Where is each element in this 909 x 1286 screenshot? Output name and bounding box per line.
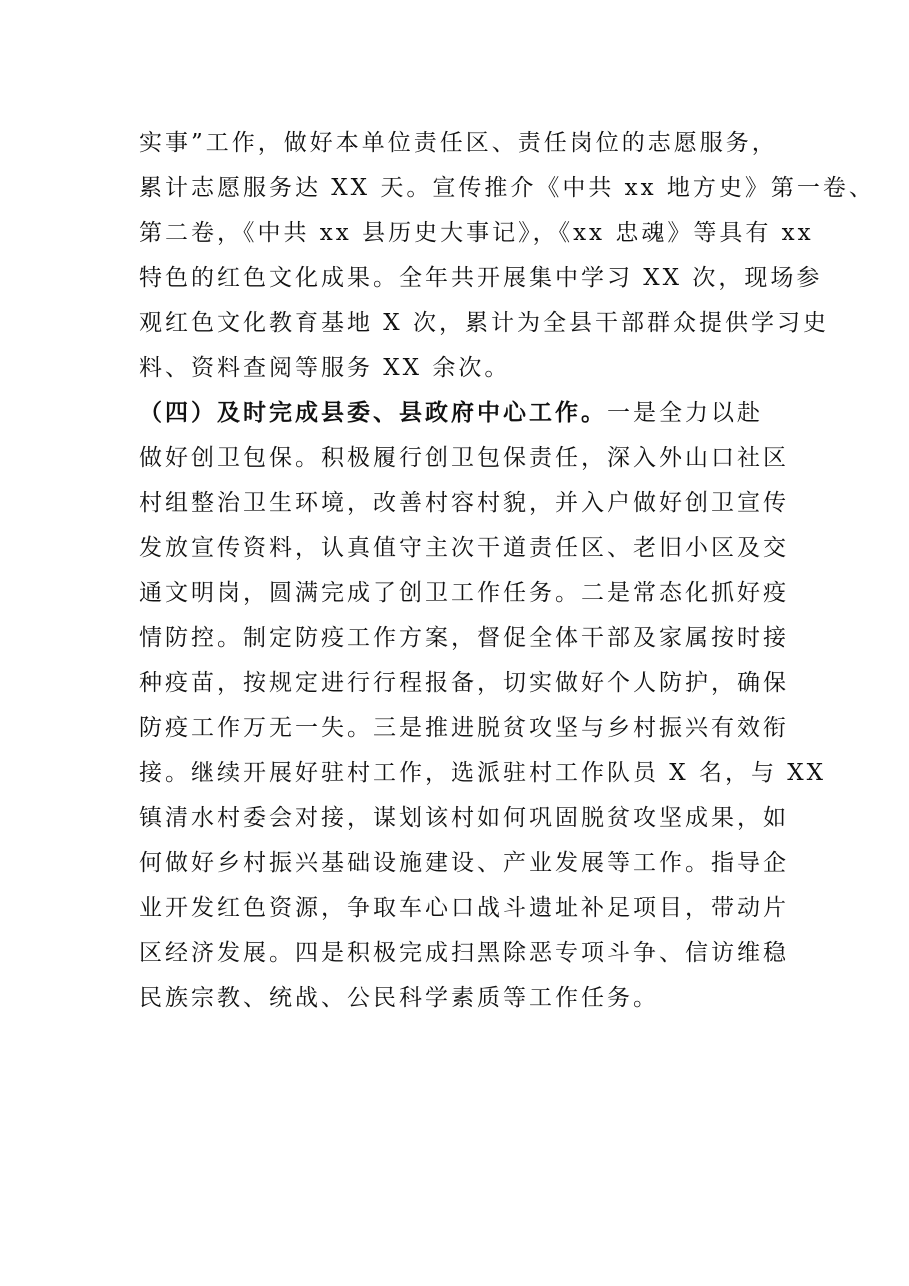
paragraph-line: 料、资料查阅等服务 XX 余次。 (139, 355, 511, 381)
paragraph-line: 何做好乡村振兴基础设施建设、产业发展等工作。指导企 (139, 850, 789, 876)
paragraph-line: 镇清水村委会对接，谋划该村如何巩固脱贫攻坚成果，如 (139, 805, 789, 831)
paragraph-line: 特色的红色文化成果。全年共开展集中学习 XX 次，现场参 (139, 265, 823, 291)
paragraph-line: 接。继续开展好驻村工作，选派驻村工作队员 X 名，与 XX (139, 760, 827, 786)
section-heading: （四）及时完成县委、县政府中心工作。 (139, 399, 607, 426)
section-heading-line (139, 391, 763, 435)
paragraph-line: 情防控。制定防疫工作方案，督促全体干部及家属按时接 (139, 625, 789, 651)
section-heading-continuation: 一是全力以赴 (607, 400, 763, 426)
paragraph-line: 发放宣传资料，认真值守主次干道责任区、老旧小区及交 (139, 535, 789, 561)
paragraph-line: 观红色文化教育基地 X 次，累计为全县干部群众提供学习史 (139, 310, 829, 336)
paragraph-line: 做好创卫包保。积极履行创卫包保责任，深入外山口社区 (139, 445, 789, 471)
paragraph-line: 实事”工作，做好本单位责任区、责任岗位的志愿服务， (139, 130, 778, 156)
paragraph-line: 村组整治卫生环境，改善村容村貌，并入户做好创卫宣传 (139, 490, 789, 516)
paragraph-line: 区经济发展。四是积极完成扫黑除恶专项斗争、信访维稳 (139, 940, 789, 966)
paragraph-line: 种疫苗，按规定进行行程报备，切实做好个人防护，确保 (139, 670, 789, 696)
paragraph-line: 累计志愿服务达 XX 天。宣传推介《中共 xx 地方史》第一卷、 (139, 175, 875, 201)
paragraph-line: 业开发红色资源，争取车心口战斗遗址补足项目，带动片 (139, 895, 789, 921)
paragraph-line: 通文明岗，圆满完成了创卫工作任务。二是常态化抓好疫 (139, 580, 789, 606)
paragraph-line: 第二卷，《中共 xx 县历史大事记》，《xx 忠魂》等具有 xx (139, 220, 814, 246)
paragraph-line: 民族宗教、统战、公民科学素质等工作任务。 (139, 985, 659, 1011)
paragraph-line: 防疫工作万无一失。三是推进脱贫攻坚与乡村振兴有效衔 (139, 715, 789, 741)
